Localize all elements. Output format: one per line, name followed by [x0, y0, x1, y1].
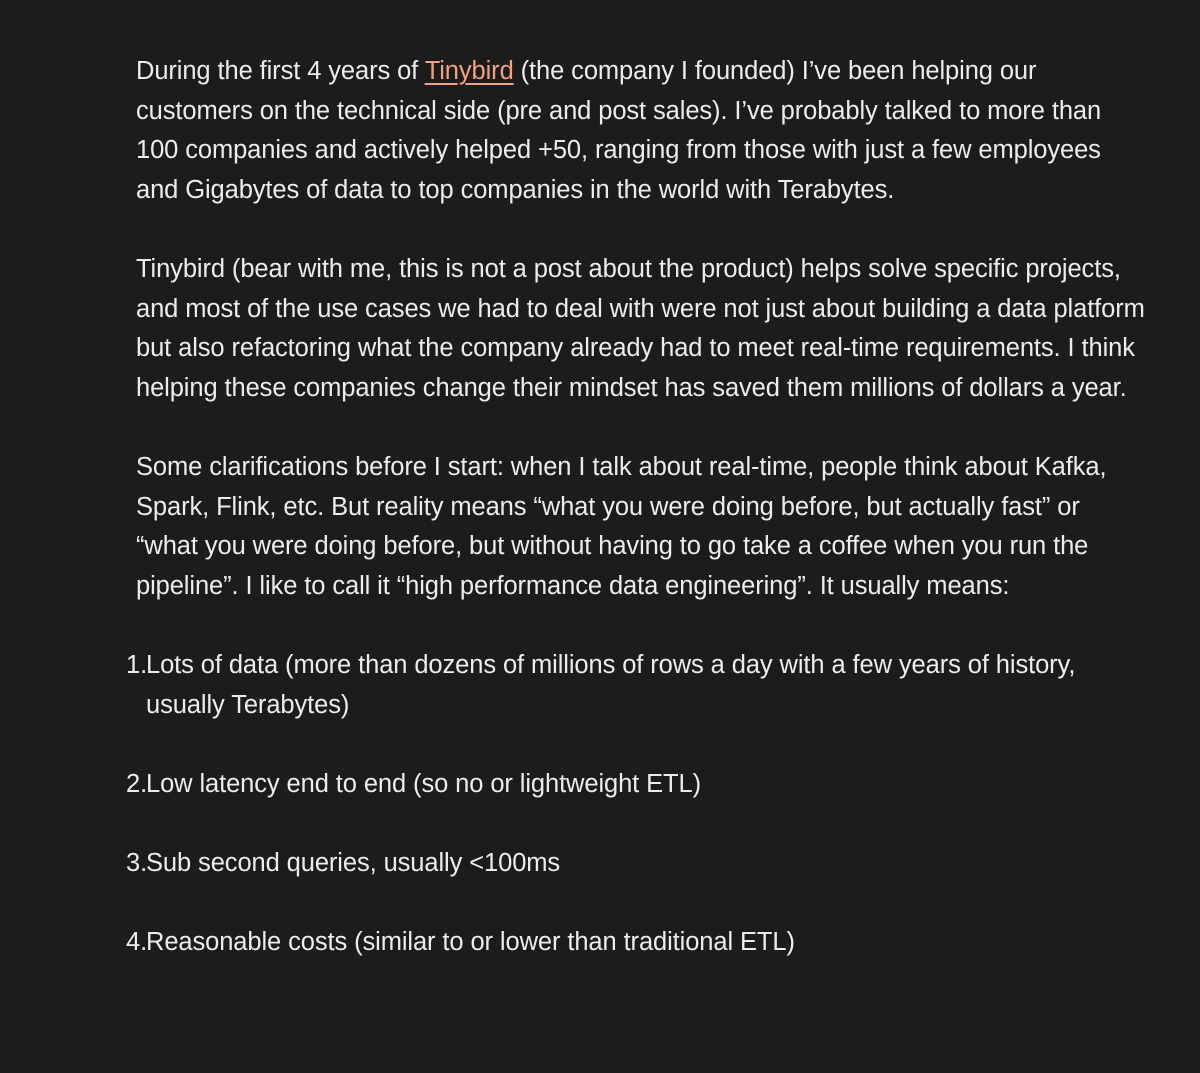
list-item — [126, 923, 1146, 963]
list-item-text: Reasonable costs (similar to or lower than traditional ETL) — [146, 928, 795, 957]
paragraph-tinybird: Tinybird (bear with me, this is not a post about the product) helps solve specific projects, and most of the use cases we had to deal with were not just about building a data platform but also refactoring what the company already had to meet real-time requirements. I think helping these companies change their mindset has saved them millions of dollars a year. — [136, 254, 1145, 402]
list-item-number: 1. — [126, 650, 148, 679]
paragraph-intro-rest: (the company I founded) I’ve been helping our customers on the technical side (pre and post sales). I’ve probably talked to more than 100 companies and actively helped +50, ranging from those with just a few employees and Gigabytes of data to top companies in the world with Terabytes. — [136, 57, 1102, 204]
list-item — [126, 844, 1146, 884]
article-body — [126, 52, 1146, 1002]
list-item-text: Lots of data (more than dozens of millions of rows a day with a few years of history, usually Terabytes) — [146, 650, 1076, 719]
list-item-number: 4. — [126, 928, 148, 957]
paragraph-intro-start: During the first 4 years of — [136, 57, 425, 85]
paragraph-intro — [136, 52, 1146, 210]
list-item-number: 2. — [126, 769, 148, 798]
list-item — [126, 646, 1146, 725]
paragraph-clarifications: Some clarifications before I start: when I talk about real-time, people think about Kafka, Spark, Flink, etc. But reality means “what you were doing before, but actually fast” or “what you were doing before, but without having to go take a coffee when you run the pipeline”. I like to call it “high performance data engineering”. It usually means: — [136, 452, 1107, 600]
list-item-text: Low latency end to end (so no or lightweight ETL) — [146, 769, 702, 798]
list-item-number: 3. — [126, 848, 148, 877]
list-item — [126, 765, 1146, 805]
list-item-text: Sub second queries, usually <100ms — [146, 848, 561, 877]
requirements-list — [126, 646, 1146, 963]
tinybird-link[interactable]: Tinybird — [424, 57, 514, 85]
